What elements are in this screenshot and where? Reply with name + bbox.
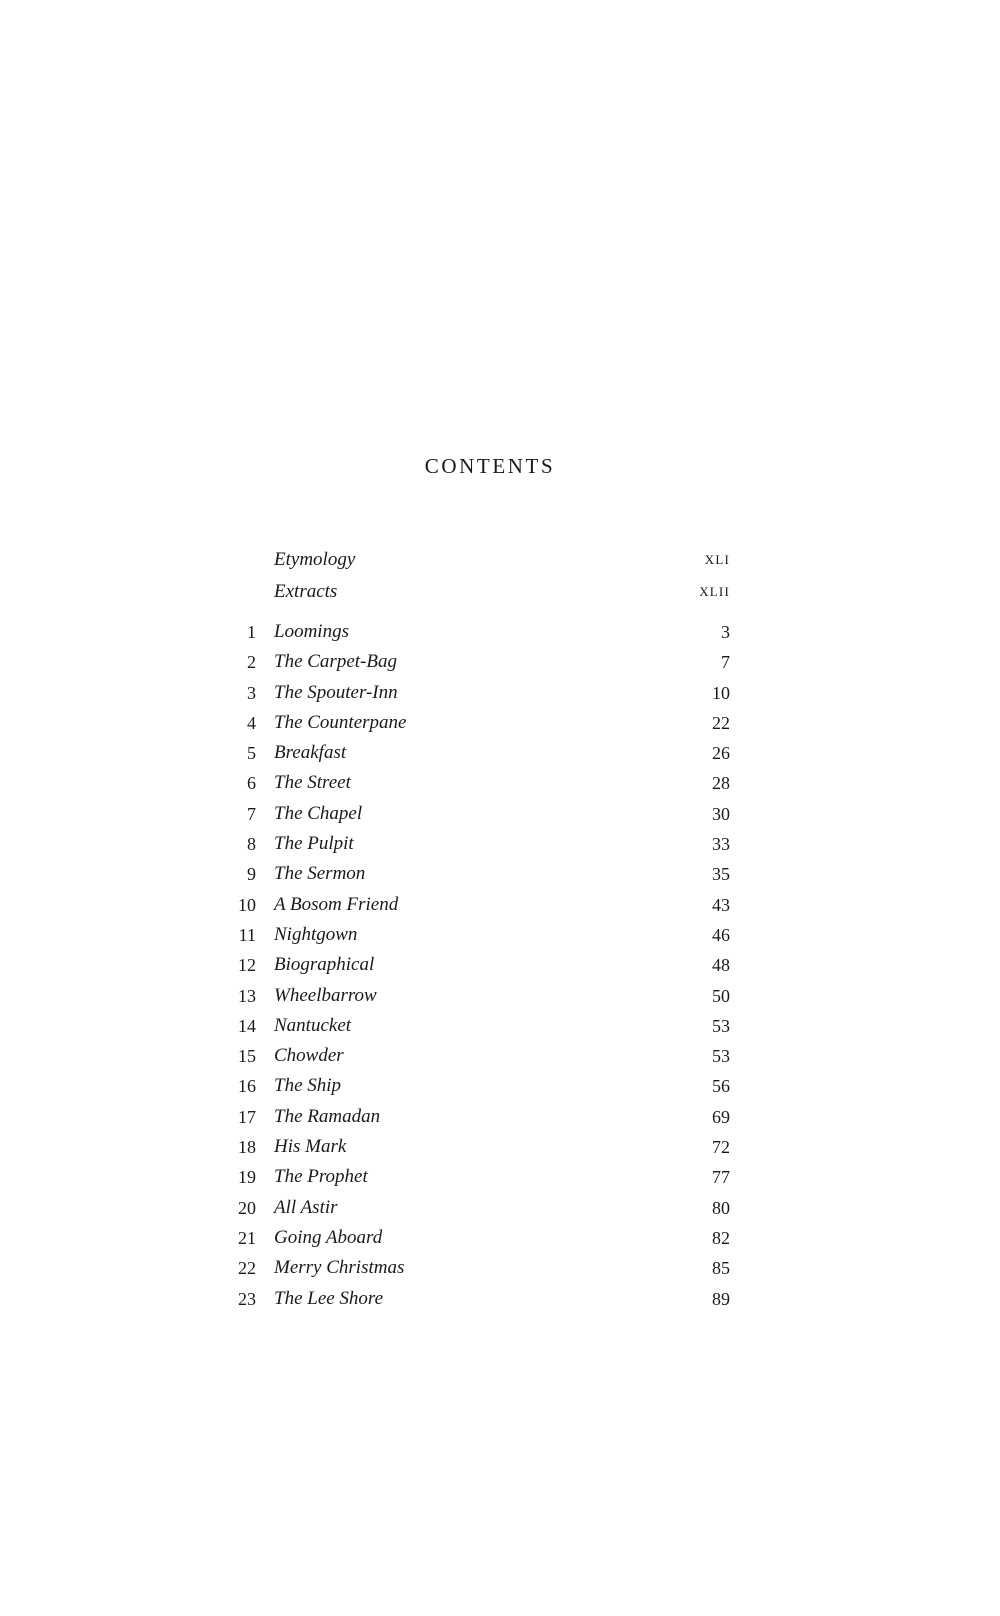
- chapter-title: Nantucket: [274, 1014, 352, 1036]
- chapter-number: 18: [238, 1137, 256, 1158]
- chapter-row[interactable]: [226, 1193, 730, 1223]
- chapter-title: The Ramadan: [274, 1105, 381, 1127]
- chapter-number: 22: [238, 1258, 256, 1279]
- chapter-title: Going Aboard: [274, 1226, 383, 1248]
- table-of-contents: [226, 544, 730, 1314]
- chapter-title: The Lee Shore: [274, 1287, 384, 1309]
- chapter-row[interactable]: [226, 1132, 730, 1162]
- chapter-number: 10: [238, 894, 256, 915]
- chapter-title: Loomings: [274, 621, 349, 642]
- chapter-title: A Bosom Friend: [274, 893, 399, 915]
- chapter-number: 4: [247, 712, 256, 733]
- chapter-title: Wheelbarrow: [274, 984, 377, 1006]
- chapter-row[interactable]: [226, 647, 730, 677]
- chapter-number: 21: [238, 1227, 256, 1248]
- chapter-title: Biographical: [274, 954, 375, 976]
- chapter-page: 53: [712, 1046, 730, 1067]
- entry-page: XLII: [699, 583, 730, 599]
- chapter-number: 1: [247, 622, 256, 642]
- chapter-list: [226, 617, 730, 1314]
- chapter-page: 48: [712, 955, 730, 976]
- chapter-title: The Ship: [274, 1075, 342, 1097]
- chapter-title: The Spouter-Inn: [274, 681, 398, 703]
- chapter-row[interactable]: [226, 1011, 730, 1041]
- chapter-page: 46: [712, 924, 730, 945]
- chapter-row[interactable]: [226, 1253, 730, 1283]
- chapter-number: 9: [247, 864, 256, 885]
- chapter-title: Nightgown: [274, 923, 358, 945]
- chapter-row[interactable]: [226, 1041, 730, 1071]
- chapter-page: 69: [712, 1106, 730, 1127]
- chapter-row[interactable]: [226, 799, 730, 829]
- chapter-number: 13: [238, 985, 256, 1006]
- chapter-number: 5: [247, 743, 256, 764]
- chapter-row[interactable]: [226, 890, 730, 920]
- chapter-page: 35: [712, 864, 730, 885]
- chapter-title: All Astir: [274, 1196, 338, 1218]
- chapter-number: 12: [238, 955, 256, 976]
- chapter-number: 2: [247, 652, 256, 673]
- chapter-number: 8: [247, 834, 256, 855]
- chapter-row[interactable]: [226, 981, 730, 1011]
- chapter-number: 19: [238, 1167, 256, 1188]
- chapter-number: 11: [238, 924, 256, 945]
- chapter-row[interactable]: [226, 617, 730, 647]
- chapter-page: 30: [712, 803, 730, 824]
- chapter-row[interactable]: [226, 768, 730, 798]
- chapter-page: 72: [712, 1137, 730, 1158]
- chapter-number: 14: [238, 1015, 256, 1036]
- chapter-title: Merry Christmas: [274, 1257, 405, 1279]
- entry-page: XLI: [704, 552, 730, 567]
- chapter-number: 16: [238, 1076, 256, 1097]
- chapter-row[interactable]: [226, 829, 730, 859]
- chapter-page: 53: [712, 1015, 730, 1036]
- front-matter-row-extracts[interactable]: [226, 576, 730, 608]
- chapter-title: The Carpet-Bag: [274, 651, 397, 673]
- chapter-row[interactable]: [226, 1223, 730, 1253]
- chapter-title: The Sermon: [274, 863, 366, 885]
- chapter-row[interactable]: [226, 859, 730, 889]
- chapter-title: Breakfast: [274, 742, 347, 764]
- chapter-number: 20: [238, 1197, 256, 1218]
- chapter-page: 43: [712, 894, 730, 915]
- chapter-page: 89: [712, 1288, 730, 1309]
- chapter-page: 28: [712, 773, 730, 794]
- chapter-page: 56: [712, 1076, 730, 1097]
- chapter-row[interactable]: [226, 920, 730, 950]
- section-spacer: [226, 607, 730, 617]
- chapter-page: 10: [712, 682, 730, 703]
- chapter-row[interactable]: [226, 1071, 730, 1101]
- chapter-page: 22: [712, 712, 730, 733]
- chapter-page: 33: [712, 834, 730, 855]
- chapter-page: 85: [712, 1258, 730, 1279]
- chapter-number: 7: [247, 803, 256, 824]
- chapter-page: 77: [712, 1167, 730, 1188]
- chapter-page: 80: [712, 1197, 730, 1218]
- chapter-title: The Street: [274, 772, 351, 794]
- chapter-number: 3: [247, 682, 256, 703]
- chapter-number: 6: [247, 773, 256, 794]
- chapter-number: 23: [238, 1288, 256, 1309]
- chapter-row[interactable]: [226, 950, 730, 980]
- chapter-title: His Mark: [274, 1136, 347, 1158]
- chapter-title: The Prophet: [274, 1166, 368, 1188]
- chapter-row[interactable]: [226, 1162, 730, 1192]
- chapter-number: 15: [238, 1046, 256, 1067]
- chapter-title: Chowder: [274, 1045, 344, 1067]
- contents-heading: CONTENTS: [424, 454, 556, 478]
- chapter-row[interactable]: [226, 1102, 730, 1132]
- chapter-row[interactable]: [226, 738, 730, 768]
- chapter-title: The Chapel: [274, 802, 363, 824]
- chapter-page: 3: [721, 622, 730, 642]
- chapter-page: 50: [712, 985, 730, 1006]
- entry-title: Extracts: [274, 580, 338, 602]
- chapter-row[interactable]: [226, 708, 730, 738]
- chapter-page: 82: [712, 1227, 730, 1248]
- entry-title: Etymology: [274, 549, 356, 570]
- chapter-page: 26: [712, 743, 730, 764]
- chapter-page: 7: [721, 652, 730, 673]
- front-matter-row-etymology[interactable]: [226, 544, 730, 576]
- chapter-row[interactable]: [226, 678, 730, 708]
- chapter-row[interactable]: [226, 1284, 730, 1314]
- chapter-title: The Counterpane: [274, 711, 407, 733]
- chapter-title: The Pulpit: [274, 833, 354, 855]
- chapter-number: 17: [238, 1106, 256, 1127]
